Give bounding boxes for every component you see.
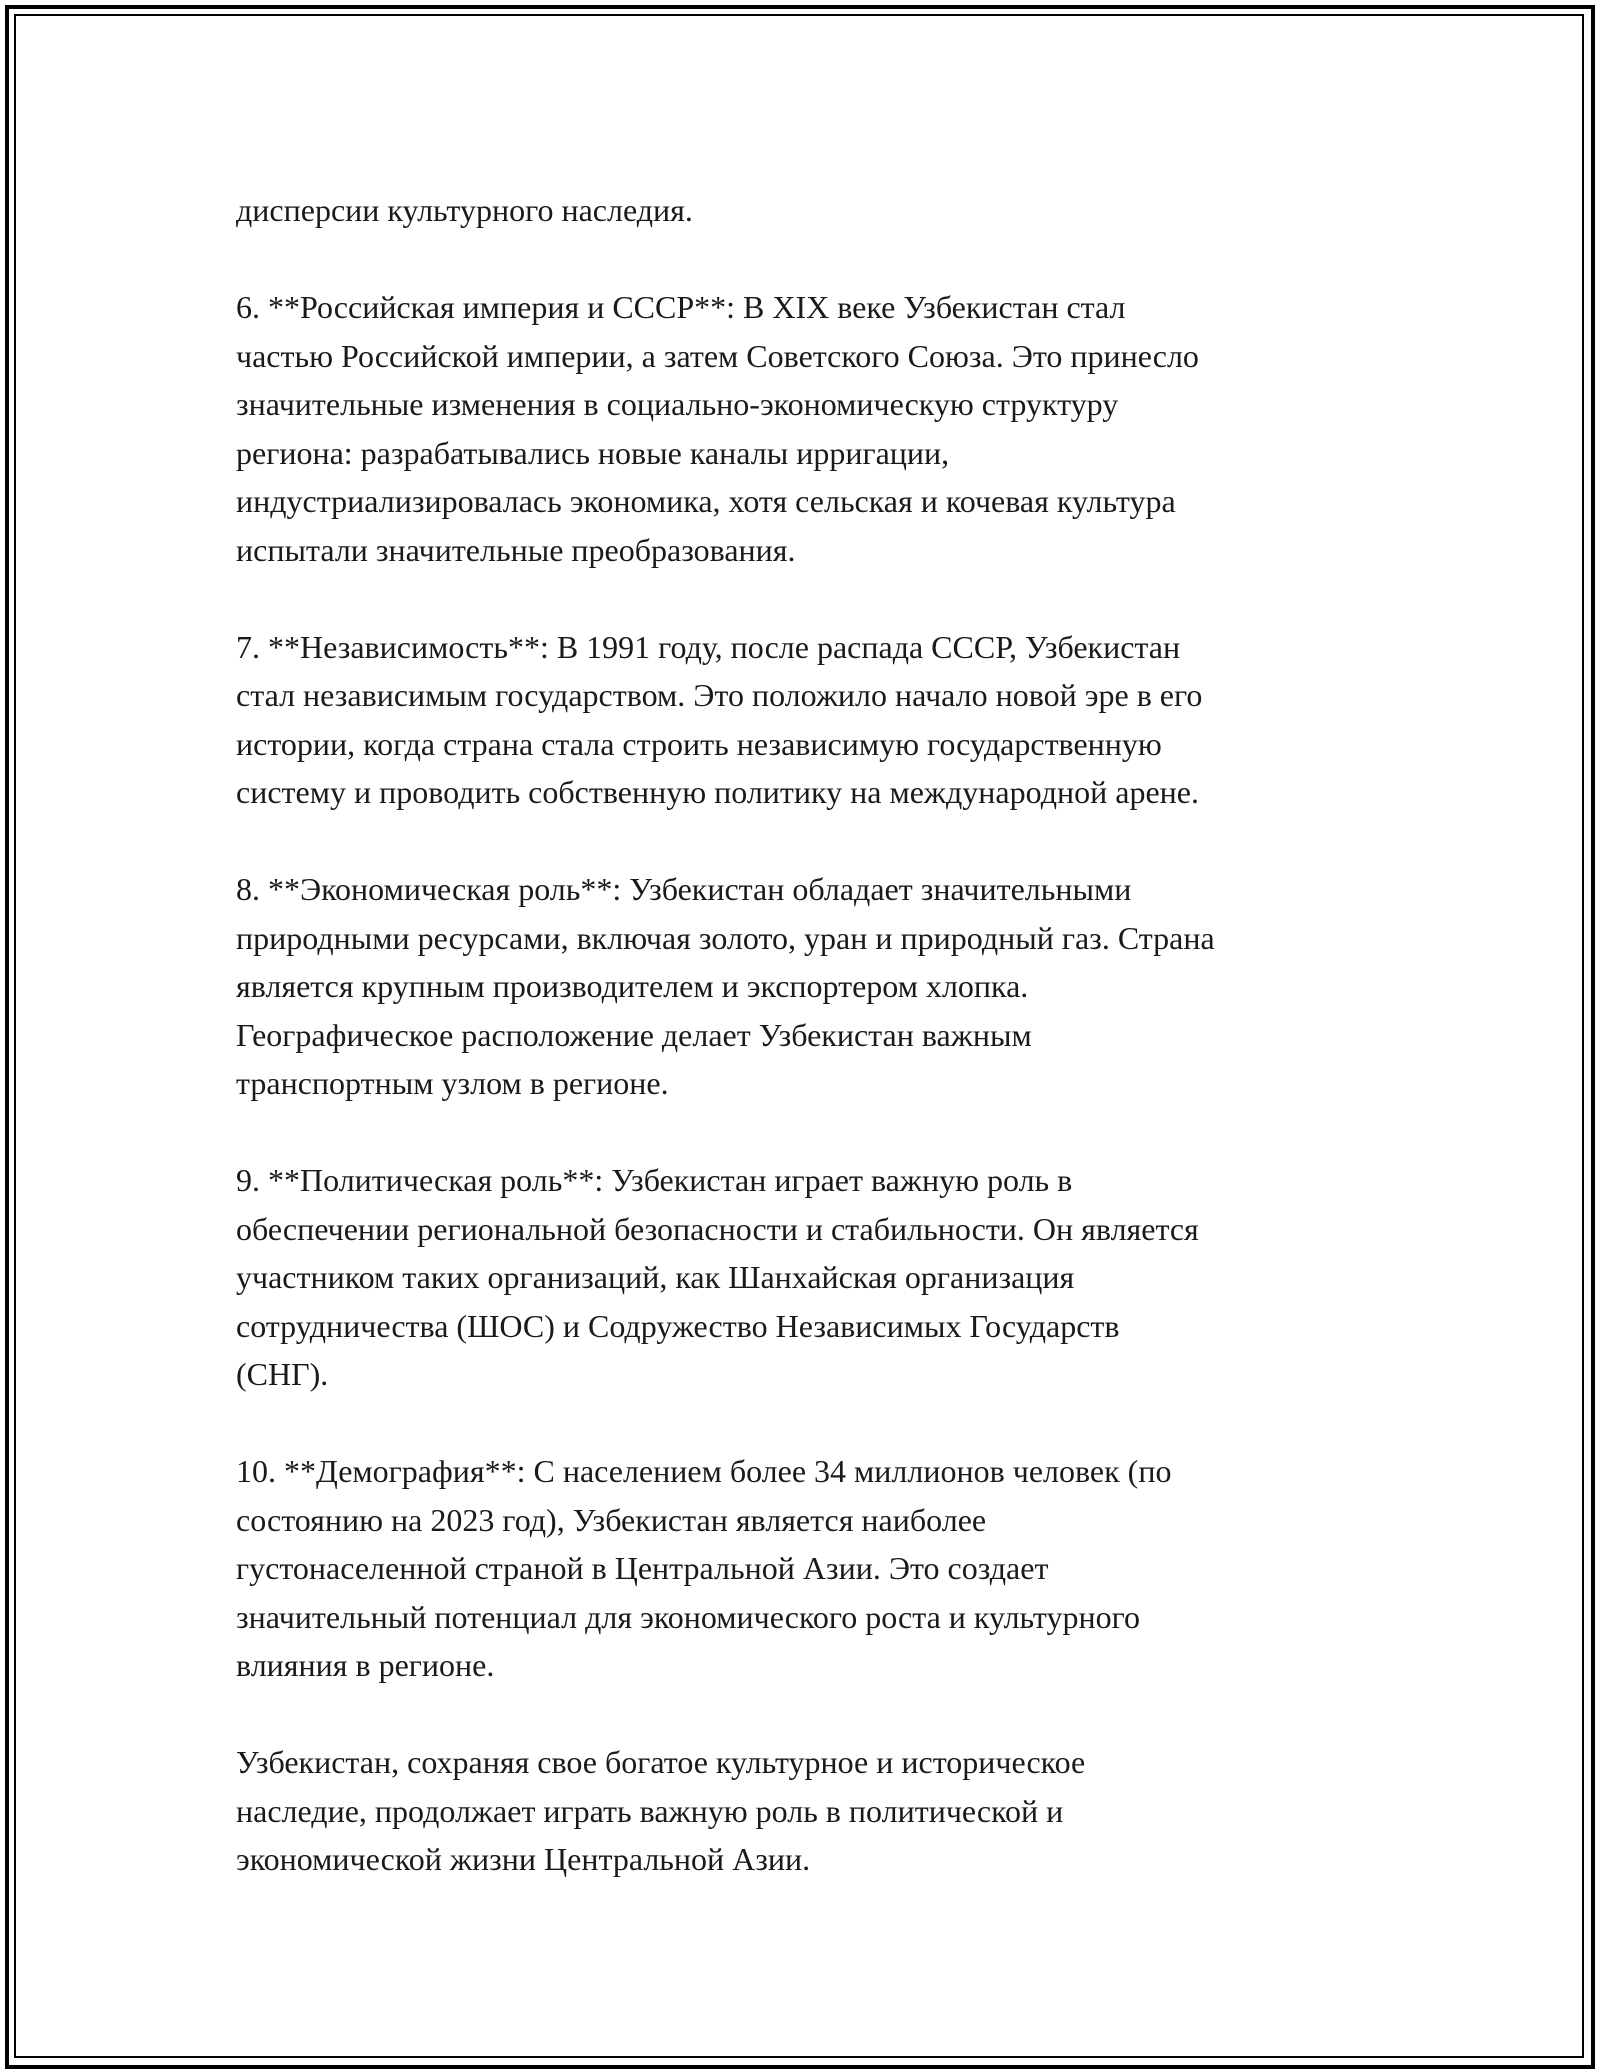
text-line: дисперсии культурного наследия. (236, 192, 693, 228)
document-body (236, 186, 1376, 1932)
text-line: значительный потенциал для экономического роста и культурного (236, 1598, 1140, 1635)
paragraph-economic-role (236, 865, 1376, 1108)
paragraph-continuation (236, 186, 1376, 235)
text-line: является крупным производителем и экспортером хлопка. (236, 968, 1029, 1004)
text-line: обеспечении региональной безопасности и стабильности. Он является (236, 1210, 1199, 1247)
text-line: 6. **Российская империя и СССР**: В XIX веке Узбекистан стал (236, 289, 1126, 325)
text-line: 9. **Политическая роль**: Узбекистан играет важную роль в (236, 1162, 1073, 1198)
paragraph-independence (236, 623, 1376, 817)
text-line: индустриализировалась экономика, хотя сельская и кочевая культура (236, 483, 1176, 519)
text-line: региона: разрабатывались новые каналы ирригации, (236, 434, 950, 471)
text-line: частью Российской империи, а затем Советского Союза. Это принесло (236, 337, 1199, 374)
text-line: влияния в регионе. (236, 1647, 495, 1683)
text-line: 8. **Экономическая роль**: Узбекистан обладает значительными (236, 871, 1132, 907)
text-line: систему и проводить собственную политику на международной арене. (236, 774, 1199, 810)
paragraph-political-role (236, 1156, 1376, 1399)
paragraph-russian-empire-ussr (236, 283, 1376, 574)
paragraph-conclusion (236, 1738, 1376, 1884)
text-line: истории, когда страна стала строить независимую государственную (236, 725, 1162, 762)
text-line: Узбекистан, сохраняя свое богатое культурное и историческое (236, 1744, 1086, 1780)
text-line: транспортным узлом в регионе. (236, 1065, 669, 1101)
paragraph-demography (236, 1447, 1376, 1690)
text-line: испытали значительные преобразования. (236, 531, 796, 568)
text-line: сотрудничества (ШОС) и Содружество Независимых Государств (236, 1307, 1120, 1344)
text-line: природными ресурсами, включая золото, уран и природный газ. Страна (236, 919, 1215, 956)
text-line: экономической жизни Центральной Азии. (236, 1841, 811, 1877)
text-line: наследие, продолжает играть важную роль в политической и (236, 1792, 1064, 1829)
text-line: состоянию на 2023 год), Узбекистан является наиболее (236, 1501, 987, 1538)
text-line: Географическое расположение делает Узбекистан важным (236, 1016, 1032, 1053)
text-line: (СНГ). (236, 1356, 329, 1392)
text-line: значительные изменения в социально-экономическую структуру (236, 386, 1119, 422)
text-line: 7. **Независимость**: В 1991 году, после распада СССР, Узбекистан (236, 628, 1181, 665)
text-line: 10. **Демография**: С населением более 34 миллионов человек (по (236, 1453, 1172, 1489)
text-line: участником таких организаций, как Шанхайская организация (236, 1259, 1075, 1295)
text-line: густонаселенной страной в Центральной Азии. Это создает (236, 1550, 1049, 1586)
text-line: стал независимым государством. Это положило начало новой эре в его (236, 677, 1203, 713)
